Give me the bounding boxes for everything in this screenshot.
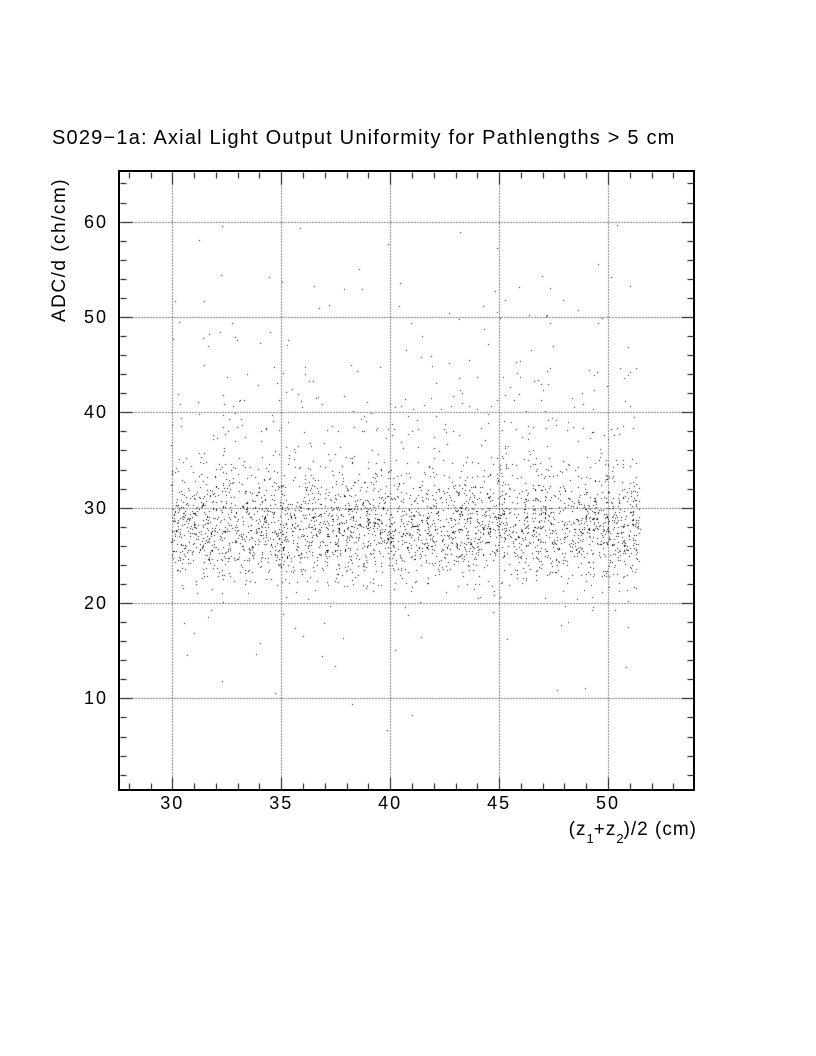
plot-canvas	[120, 172, 693, 789]
x-tick-label: 45	[487, 793, 512, 813]
x-axis-label-part: )/2 (cm)	[623, 819, 697, 840]
x-tick-label: 40	[378, 793, 403, 813]
y-tick-label: 40	[83, 402, 108, 423]
y-tick-label: 20	[83, 593, 108, 614]
plot-frame	[118, 170, 695, 791]
y-tick-label: 60	[83, 211, 108, 232]
x-axis-label-part: (z	[568, 819, 587, 840]
x-axis-label-subscript: 1	[586, 830, 594, 846]
x-tick-label: 50	[596, 793, 621, 813]
chart-title: S029−1a: Axial Light Output Uniformity for Pathlengths > 5 cm	[52, 127, 676, 149]
x-axis-label-subscript: 2	[616, 830, 624, 846]
x-tick-label: 35	[269, 793, 294, 813]
y-tick-label: 30	[83, 497, 108, 518]
y-tick-label: 10	[83, 688, 108, 709]
x-axis-label-part: +z	[593, 819, 617, 840]
x-axis-label	[568, 819, 697, 846]
y-axis-label: ADC/d (ch/cm)	[49, 177, 70, 323]
x-tick-label: 30	[160, 793, 185, 813]
y-tick-label: 50	[83, 306, 108, 327]
